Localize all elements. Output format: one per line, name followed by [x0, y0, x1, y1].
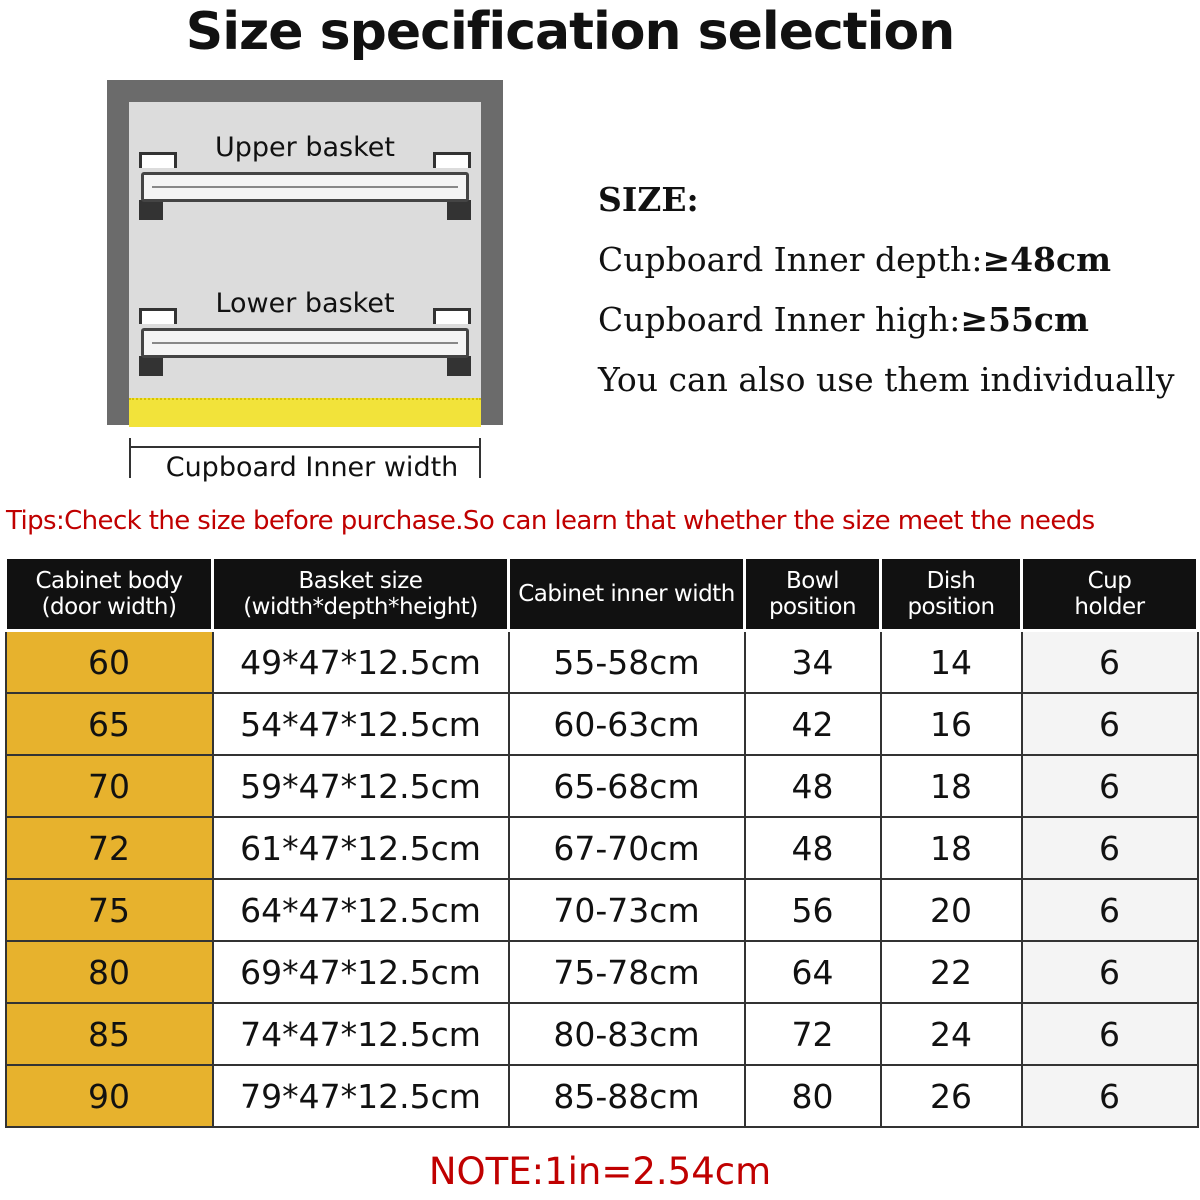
cell-door-width: 72: [6, 817, 213, 879]
cell-inner-width: 70-73cm: [509, 879, 745, 941]
high-value: ≥55cm: [960, 300, 1089, 339]
cell-cup: 6: [1022, 1065, 1198, 1127]
upper-basket-rail: [141, 172, 469, 202]
cell-cup: 6: [1022, 879, 1198, 941]
tips-text: Tips:Check the size before purchase.So can learn that whether the size meet the needs: [6, 506, 1095, 536]
table-row: [6, 693, 1198, 755]
cell-bowl: 42: [745, 693, 881, 755]
cell-cup: 6: [1022, 941, 1198, 1003]
lower-basket-rail: [141, 328, 469, 358]
cell-door-width: 90: [6, 1065, 213, 1127]
cell-cup: 6: [1022, 693, 1198, 755]
header-cabinet-body: Cabinet body (door width): [6, 558, 213, 631]
page-title: Size specification selection: [185, 2, 955, 62]
cell-basket-size: 74*47*12.5cm: [213, 1003, 509, 1065]
depth-label: Cupboard Inner depth:: [598, 240, 983, 279]
header-bowl-position: Bowl position: [745, 558, 881, 631]
cell-basket-size: 49*47*12.5cm: [213, 631, 509, 694]
cell-dish: 14: [881, 631, 1022, 694]
header-cup-holder: Cup holder: [1022, 558, 1198, 631]
unit-note: NOTE:1in=2.54cm: [428, 1150, 772, 1193]
depth-line: [598, 230, 1174, 290]
cell-door-width: 60: [6, 631, 213, 694]
table-row: [6, 1003, 1198, 1065]
cell-inner-width: 85-88cm: [509, 1065, 745, 1127]
cell-dish: 22: [881, 941, 1022, 1003]
cell-dish: 24: [881, 1003, 1022, 1065]
cell-door-width: 75: [6, 879, 213, 941]
cell-basket-size: 61*47*12.5cm: [213, 817, 509, 879]
cupboard-width-label: Cupboard Inner width: [165, 452, 459, 483]
cabinet-floor-strip: [129, 398, 481, 427]
size-table: [4, 556, 1199, 1128]
cell-door-width: 65: [6, 693, 213, 755]
high-line: [598, 290, 1174, 350]
cell-bowl: 34: [745, 631, 881, 694]
cell-dish: 16: [881, 693, 1022, 755]
lower-basket-label: Lower basket: [215, 288, 395, 319]
size-info: [598, 170, 1174, 410]
header-basket-size: Basket size (width*depth*height): [213, 558, 509, 631]
table-row: [6, 941, 1198, 1003]
cell-inner-width: 75-78cm: [509, 941, 745, 1003]
cell-dish: 20: [881, 879, 1022, 941]
cell-bowl: 48: [745, 817, 881, 879]
cell-bowl: 72: [745, 1003, 881, 1065]
cell-basket-size: 79*47*12.5cm: [213, 1065, 509, 1127]
cell-door-width: 80: [6, 941, 213, 1003]
cell-door-width: 70: [6, 755, 213, 817]
cell-cup: 6: [1022, 1003, 1198, 1065]
cell-basket-size: 69*47*12.5cm: [213, 941, 509, 1003]
high-label: Cupboard Inner high:: [598, 300, 961, 339]
table-row: [6, 817, 1198, 879]
size-heading: SIZE:: [598, 180, 699, 219]
cell-inner-width: 80-83cm: [509, 1003, 745, 1065]
cell-cup: 6: [1022, 755, 1198, 817]
cell-bowl: 64: [745, 941, 881, 1003]
cell-basket-size: 64*47*12.5cm: [213, 879, 509, 941]
table-row: [6, 879, 1198, 941]
cabinet-diagram: [107, 80, 503, 480]
cell-dish: 18: [881, 755, 1022, 817]
cell-cup: 6: [1022, 817, 1198, 879]
individual-use-note: You can also use them individually: [598, 360, 1175, 399]
table-header-row: [6, 558, 1198, 631]
table-row: [6, 755, 1198, 817]
cell-bowl: 80: [745, 1065, 881, 1127]
upper-basket-label: Upper basket: [215, 132, 395, 163]
cell-basket-size: 54*47*12.5cm: [213, 693, 509, 755]
cell-bowl: 56: [745, 879, 881, 941]
cell-door-width: 85: [6, 1003, 213, 1065]
header-dish-position: Dish position: [881, 558, 1022, 631]
cell-inner-width: 55-58cm: [509, 631, 745, 694]
cell-cup: 6: [1022, 631, 1198, 694]
cell-inner-width: 60-63cm: [509, 693, 745, 755]
cell-basket-size: 59*47*12.5cm: [213, 755, 509, 817]
cell-inner-width: 65-68cm: [509, 755, 745, 817]
table-row: [6, 1065, 1198, 1127]
depth-value: ≥48cm: [982, 240, 1112, 279]
header-inner-width: Cabinet inner width: [509, 558, 745, 631]
cell-bowl: 48: [745, 755, 881, 817]
cell-dish: 18: [881, 817, 1022, 879]
cell-inner-width: 67-70cm: [509, 817, 745, 879]
table-row: [6, 631, 1198, 694]
cell-dish: 26: [881, 1065, 1022, 1127]
